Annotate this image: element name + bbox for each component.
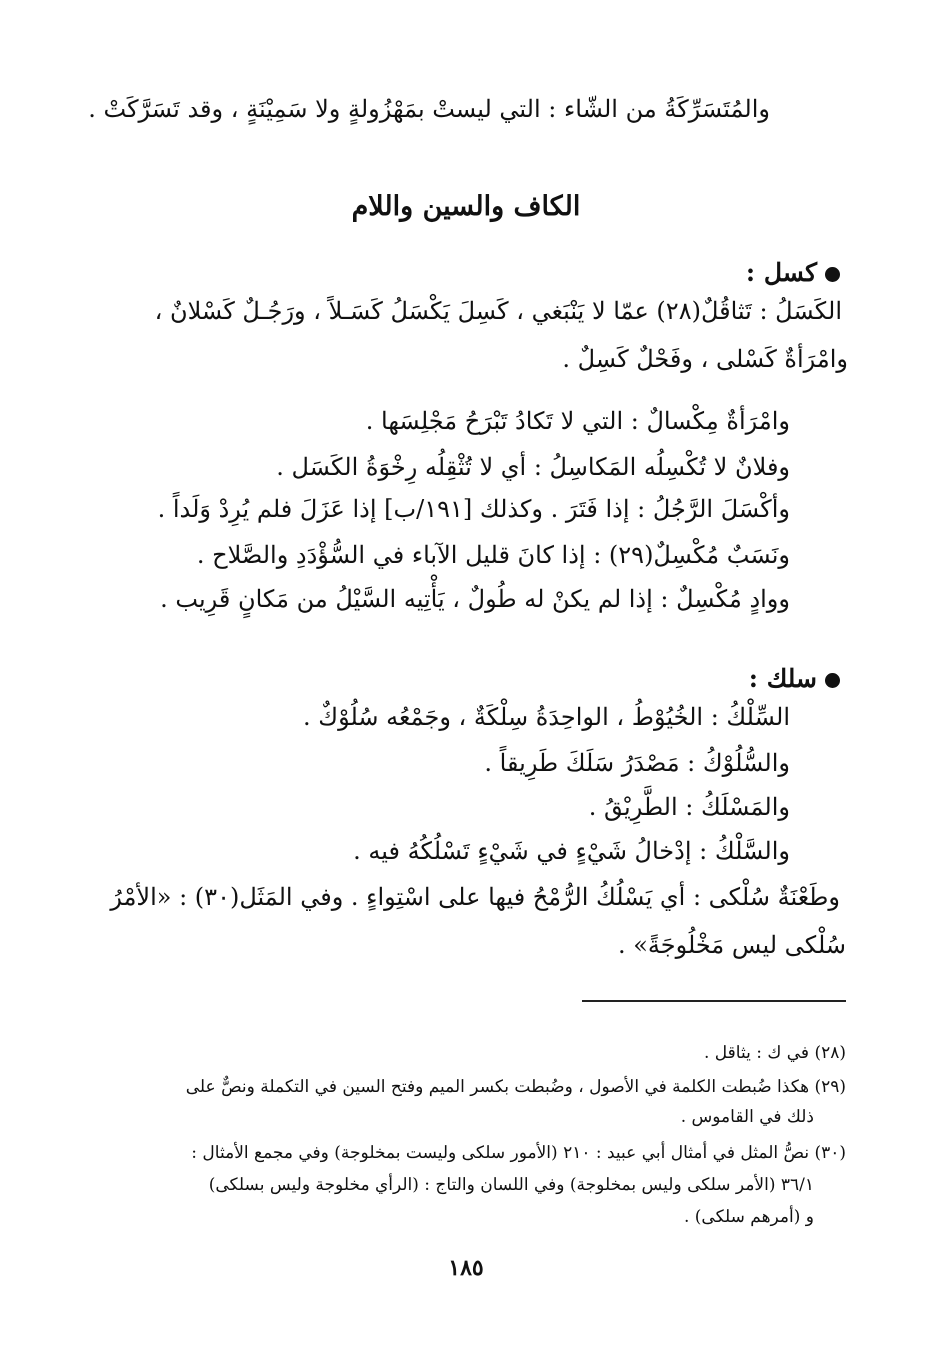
footnote-30-line-1: (٣٠) نصُّ المثل في أمثال أبي عبيد : ٢١٠ (الأمور سلكى وليست بمخلوجة) وفي مجمع الأمثال :: [191, 1143, 846, 1163]
salak-line-4: والسَّلْكُ : إدْخالُ شَيْءٍ في شَيْءٍ تَسْلُكُهُ فيه .: [353, 837, 790, 865]
kasal-line-2: وامْرَأةٌ كَسْلى ، وفَحْلٌ كَسِلٌ .: [562, 345, 848, 373]
headword-label: كسل :: [745, 258, 817, 287]
footnote-30-line-2: ٣٦/١ (الأمر سلكى وليس بمخلوجة) وفي اللسان والتاج : (الرأي مخلوجة وليس بسلكى): [208, 1175, 814, 1195]
footnote-28: (٢٨) في ك : يثاقل .: [703, 1043, 846, 1063]
salak-line-6: سُلْكى ليس مَخْلُوجَةً» .: [617, 931, 846, 959]
footnote-29-line-1: (٢٩) هكذا ضُبطت الكلمة في الأصول ، وضُبطت بكسر الميم وفتح السين في التكملة ونصٌّ على: [185, 1077, 846, 1097]
salak-line-3: والمَسْلَكُ : الطَّرِيْقُ .: [588, 793, 790, 821]
kasal-line-1: الكَسَلُ : تَثاقُلٌ(٢٨) عمّا لا يَنْبَغي ، كَسِلَ يَكْسَلُ كَسَـلاً ، ورَجُـلٌ كَسْلانٌ ،: [154, 297, 842, 325]
salak-line-2: والسُّلُوْكُ : مَصْدَرُ سَلَكَ طَرِيقاً .: [484, 749, 790, 777]
footnote-30-line-3: و (أمرهم سلكى) .: [683, 1207, 814, 1227]
kasal-line-3: وامْرَأةٌ مِكْسالٌ : التي لا تَكادُ تَبْرَحُ مَجْلِسَها .: [365, 407, 790, 435]
salak-line-1: السِّلْكُ : الخُيُوْطُ ، الواحِدَةُ سِلْكَةٌ ، وجَمْعُه سُلُوْكٌ .: [303, 703, 790, 731]
headword-label: سلك :: [748, 664, 817, 693]
page-number: ١٨٥: [448, 1255, 484, 1281]
kasal-line-5: وأكْسَلَ الرَّجُلُ : إذا فَتَرَ . وكذلك [١٩١/ب] إذا عَزَلَ فلم يُرِدْ وَلَداً .: [157, 495, 790, 523]
kasal-line-6: ونَسَبٌ مُكْسِلٌ(٢٩) : إذا كانَ قليل الآباء في السُّؤْدَدِ والصَّلاح .: [196, 541, 790, 569]
bullet-icon: [825, 673, 840, 688]
footnote-divider: [582, 1000, 846, 1002]
footnote-29-line-2: ذلك في القاموس .: [680, 1107, 814, 1127]
bullet-icon: [825, 267, 840, 282]
section-heading: الكاف والسين واللام: [351, 191, 581, 222]
salak-line-5: وطَعْنَةٌ سُلْكى : أي يَسْلُكُ الرُّمْحُ فيها على اسْتِواءٍ . وفي المَثَل(٣٠) : «الأمْرُ: [110, 883, 840, 911]
entry-salak-headword: [749, 662, 840, 696]
kasal-line-4: وفلانٌ لا تُكْسِلُه المَكاسِلُ : أي لا تُثْقِلُه رِخْوَةُ الكَسَل .: [276, 453, 790, 481]
top-line: والمُتَسَرِّكَةُ من الشّاء : التي ليستْ بمَهْزُولةٍ ولا سَمِيْنَةٍ ، وقد تَسَرَّكَتْ .: [88, 95, 770, 123]
entry-kasal-headword: [746, 256, 840, 290]
kasal-line-7: ووادٍ مُكْسِلٌ : إذا لم يكنْ له طُولٌ ، يَأْتِيه السَّيْلُ من مَكانٍ قَرِيب .: [160, 585, 790, 613]
